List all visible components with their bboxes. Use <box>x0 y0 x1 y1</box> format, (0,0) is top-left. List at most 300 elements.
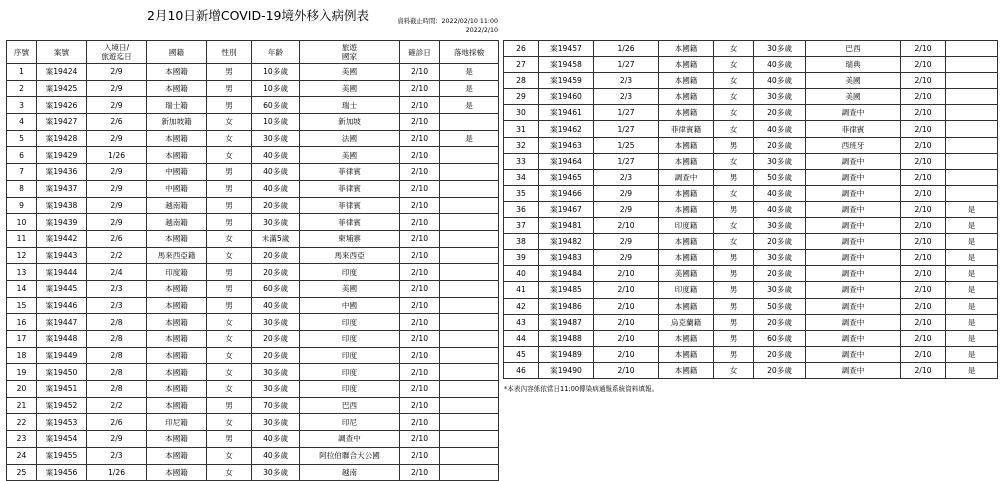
cell-gender: 女 <box>714 362 754 378</box>
table-row <box>7 114 499 131</box>
cell-landing-test: 是 <box>946 330 998 346</box>
cell-age: 60多歲 <box>252 280 300 297</box>
cell-diagnosis-date: 2/10 <box>400 64 440 81</box>
cell-entry-date: 2/10 <box>594 330 659 346</box>
cell-age: 30多歲 <box>754 41 806 57</box>
cell-diagnosis-date: 2/10 <box>400 447 440 464</box>
cell-landing-test: 是 <box>946 362 998 378</box>
table-row <box>7 147 499 164</box>
cell-seq: 31 <box>504 121 539 137</box>
cell-nationality: 本國籍 <box>147 147 207 164</box>
cell-seq: 20 <box>7 381 37 398</box>
cell-gender: 男 <box>714 282 754 298</box>
cell-age: 20多歲 <box>754 346 806 362</box>
cell-seq: 15 <box>7 297 37 314</box>
cell-gender: 男 <box>714 314 754 330</box>
cell-diagnosis-date: 2/10 <box>400 364 440 381</box>
cell-travel-country: 美國 <box>300 80 400 97</box>
cell-seq: 38 <box>504 234 539 250</box>
cell-nationality: 本國籍 <box>659 250 714 266</box>
cell-age: 50多歲 <box>754 169 806 185</box>
cell-case-number: 案19451 <box>37 381 87 398</box>
cell-age: 10多歲 <box>252 114 300 131</box>
cell-age: 30多歲 <box>252 464 300 481</box>
cell-nationality: 印度籍 <box>659 218 714 234</box>
table-row <box>504 218 998 234</box>
table-row <box>7 447 499 464</box>
table-row <box>504 362 998 378</box>
table-row <box>7 464 499 481</box>
cell-travel-country: 調查中 <box>806 346 901 362</box>
cell-case-number: 案19444 <box>37 264 87 281</box>
cell-landing-test <box>440 147 499 164</box>
table-row <box>504 105 998 121</box>
table-row <box>504 282 998 298</box>
table-row <box>7 130 499 147</box>
cell-gender: 女 <box>714 89 754 105</box>
cell-nationality: 印尼籍 <box>147 414 207 431</box>
cell-nationality: 本國籍 <box>147 464 207 481</box>
cell-diagnosis-date: 2/10 <box>901 89 946 105</box>
cell-nationality: 本國籍 <box>147 364 207 381</box>
cell-travel-country: 美國 <box>300 64 400 81</box>
cell-case-number: 案19448 <box>37 331 87 348</box>
cell-landing-test <box>440 397 499 414</box>
cell-nationality: 本國籍 <box>147 64 207 81</box>
cell-seq: 40 <box>504 266 539 282</box>
cell-diagnosis-date: 2/10 <box>400 180 440 197</box>
table-row <box>7 180 499 197</box>
cell-case-number: 案19462 <box>539 121 594 137</box>
cell-age: 40多歲 <box>252 447 300 464</box>
cell-case-number: 案19483 <box>539 250 594 266</box>
cell-gender: 男 <box>207 431 252 448</box>
cell-landing-test: 是 <box>946 282 998 298</box>
cell-age: 20多歲 <box>754 137 806 153</box>
cell-landing-test <box>440 180 499 197</box>
cell-case-number: 案19489 <box>539 346 594 362</box>
cell-travel-country: 菲律賓 <box>300 214 400 231</box>
cell-gender: 女 <box>207 247 252 264</box>
cell-nationality: 本國籍 <box>659 137 714 153</box>
cell-seq: 22 <box>7 414 37 431</box>
cell-landing-test: 是 <box>440 130 499 147</box>
cell-entry-date: 2/9 <box>87 97 147 114</box>
cell-nationality: 本國籍 <box>147 130 207 147</box>
cell-landing-test <box>440 431 499 448</box>
cell-case-number: 案19449 <box>37 347 87 364</box>
cell-landing-test <box>946 105 998 121</box>
cell-case-number: 案19488 <box>539 330 594 346</box>
table-row <box>504 57 998 73</box>
cell-nationality: 本國籍 <box>659 105 714 121</box>
cell-entry-date: 2/10 <box>594 298 659 314</box>
cell-age: 20多歲 <box>252 197 300 214</box>
cell-travel-country: 印度 <box>300 331 400 348</box>
table-row <box>7 97 499 114</box>
cell-gender: 女 <box>207 364 252 381</box>
cell-diagnosis-date: 2/10 <box>901 41 946 57</box>
cell-gender: 女 <box>207 314 252 331</box>
cell-age: 20多歲 <box>252 247 300 264</box>
cell-entry-date: 1/27 <box>594 105 659 121</box>
cell-travel-country: 印度 <box>300 381 400 398</box>
cell-nationality: 菲律賓籍 <box>659 121 714 137</box>
cell-age: 40多歲 <box>252 297 300 314</box>
cell-gender: 女 <box>714 41 754 57</box>
cell-diagnosis-date: 2/10 <box>400 214 440 231</box>
cell-case-number: 案19445 <box>37 280 87 297</box>
cell-travel-country: 調查中 <box>806 201 901 217</box>
table-row <box>504 201 998 217</box>
cell-case-number: 案19461 <box>539 105 594 121</box>
cell-diagnosis-date: 2/10 <box>901 330 946 346</box>
cell-case-number: 案19457 <box>539 41 594 57</box>
table-row <box>7 297 499 314</box>
case-table-right <box>503 40 998 379</box>
cell-nationality: 新加坡籍 <box>147 114 207 131</box>
cell-entry-date: 2/3 <box>87 280 147 297</box>
cell-nationality: 烏克蘭籍 <box>659 314 714 330</box>
cell-travel-country: 菲律賓 <box>300 164 400 181</box>
cell-entry-date: 2/10 <box>594 282 659 298</box>
cell-case-number: 案19486 <box>539 298 594 314</box>
cell-diagnosis-date: 2/10 <box>901 362 946 378</box>
cell-seq: 28 <box>504 73 539 89</box>
table-row <box>7 397 499 414</box>
cell-case-number: 案19443 <box>37 247 87 264</box>
cell-seq: 12 <box>7 247 37 264</box>
cell-seq: 44 <box>504 330 539 346</box>
cell-nationality: 本國籍 <box>659 41 714 57</box>
table-row <box>504 185 998 201</box>
cell-age: 60多歲 <box>252 97 300 114</box>
cell-seq: 23 <box>7 431 37 448</box>
cell-entry-date: 2/8 <box>87 347 147 364</box>
cell-diagnosis-date: 2/10 <box>400 347 440 364</box>
cell-gender: 女 <box>207 130 252 147</box>
cell-entry-date: 2/2 <box>87 247 147 264</box>
table-row <box>504 153 998 169</box>
cell-age: 20多歲 <box>754 314 806 330</box>
table-row <box>7 347 499 364</box>
cell-seq: 13 <box>7 264 37 281</box>
cell-case-number: 案19442 <box>37 230 87 247</box>
cell-age: 30多歲 <box>252 364 300 381</box>
cell-case-number: 案19484 <box>539 266 594 282</box>
cell-landing-test <box>440 214 499 231</box>
table-row <box>7 280 499 297</box>
cell-travel-country: 調查中 <box>806 234 901 250</box>
cell-diagnosis-date: 2/10 <box>400 80 440 97</box>
cell-age: 20多歲 <box>754 234 806 250</box>
cell-entry-date: 2/2 <box>87 397 147 414</box>
cell-seq: 2 <box>7 80 37 97</box>
cell-diagnosis-date: 2/10 <box>901 250 946 266</box>
cell-nationality: 本國籍 <box>659 330 714 346</box>
cell-seq: 25 <box>7 464 37 481</box>
table-row <box>504 73 998 89</box>
cell-age: 40多歲 <box>252 431 300 448</box>
cell-travel-country: 調查中 <box>806 105 901 121</box>
cell-case-number: 案19425 <box>37 80 87 97</box>
table-row <box>7 314 499 331</box>
cell-diagnosis-date: 2/10 <box>901 298 946 314</box>
cell-travel-country: 瑞士 <box>300 97 400 114</box>
cell-gender: 男 <box>714 266 754 282</box>
cell-entry-date: 2/8 <box>87 381 147 398</box>
cell-landing-test <box>440 164 499 181</box>
cell-seq: 21 <box>7 397 37 414</box>
cell-entry-date: 1/26 <box>594 41 659 57</box>
cell-landing-test <box>946 153 998 169</box>
cell-age: 未滿5歲 <box>252 230 300 247</box>
cell-age: 30多歲 <box>252 414 300 431</box>
cell-gender: 男 <box>714 298 754 314</box>
cell-entry-date: 2/8 <box>87 331 147 348</box>
cell-age: 30多歲 <box>754 282 806 298</box>
cell-landing-test <box>946 89 998 105</box>
case-table-left <box>6 40 499 481</box>
cell-entry-date: 2/10 <box>594 314 659 330</box>
cell-entry-date: 2/9 <box>87 80 147 97</box>
cell-nationality: 本國籍 <box>147 381 207 398</box>
cell-gender: 男 <box>207 297 252 314</box>
cell-landing-test <box>440 447 499 464</box>
cell-diagnosis-date: 2/10 <box>901 121 946 137</box>
cell-gender: 男 <box>207 197 252 214</box>
header-nationality: 國籍 <box>147 41 207 64</box>
cell-case-number: 案19460 <box>539 89 594 105</box>
header-age: 年齡 <box>252 41 300 64</box>
cell-entry-date: 2/9 <box>87 197 147 214</box>
cell-travel-country: 調查中 <box>300 431 400 448</box>
cell-gender: 男 <box>207 97 252 114</box>
cell-seq: 32 <box>504 137 539 153</box>
cell-seq: 37 <box>504 218 539 234</box>
cell-diagnosis-date: 2/10 <box>901 185 946 201</box>
cell-entry-date: 2/9 <box>594 201 659 217</box>
cell-gender: 男 <box>207 180 252 197</box>
cell-landing-test <box>946 73 998 89</box>
cell-nationality: 瑞士籍 <box>147 97 207 114</box>
cell-case-number: 案19464 <box>539 153 594 169</box>
cell-case-number: 案19467 <box>539 201 594 217</box>
cell-landing-test <box>440 381 499 398</box>
cell-gender: 女 <box>714 218 754 234</box>
cell-case-number: 案19456 <box>37 464 87 481</box>
cell-landing-test: 是 <box>946 346 998 362</box>
cell-gender: 男 <box>207 164 252 181</box>
cell-diagnosis-date: 2/10 <box>400 314 440 331</box>
cell-gender: 女 <box>207 381 252 398</box>
cell-seq: 4 <box>7 114 37 131</box>
cell-diagnosis-date: 2/10 <box>400 230 440 247</box>
cell-gender: 女 <box>207 414 252 431</box>
cell-entry-date: 2/3 <box>594 169 659 185</box>
cell-gender: 女 <box>714 234 754 250</box>
table-row <box>7 247 499 264</box>
cell-entry-date: 2/9 <box>594 185 659 201</box>
cell-landing-test: 是 <box>946 201 998 217</box>
cell-nationality: 本國籍 <box>659 73 714 89</box>
cell-seq: 6 <box>7 147 37 164</box>
cell-travel-country: 越南 <box>300 464 400 481</box>
cell-age: 30多歲 <box>252 214 300 231</box>
cell-seq: 35 <box>504 185 539 201</box>
table-row <box>504 298 998 314</box>
cell-seq: 39 <box>504 250 539 266</box>
cell-gender: 女 <box>207 230 252 247</box>
table-row <box>504 169 998 185</box>
cell-nationality: 本國籍 <box>147 314 207 331</box>
cell-travel-country: 瑞典 <box>806 57 901 73</box>
cell-travel-country: 巴西 <box>806 41 901 57</box>
table-row <box>7 331 499 348</box>
cell-gender: 男 <box>714 169 754 185</box>
cell-nationality: 本國籍 <box>659 153 714 169</box>
cell-nationality: 本國籍 <box>147 447 207 464</box>
cell-travel-country: 調查中 <box>806 330 901 346</box>
cell-entry-date: 2/3 <box>594 73 659 89</box>
cell-entry-date: 2/6 <box>87 114 147 131</box>
cell-age: 40多歲 <box>252 147 300 164</box>
cell-entry-date: 2/4 <box>87 264 147 281</box>
cell-age: 20多歲 <box>754 362 806 378</box>
cell-case-number: 案19454 <box>37 431 87 448</box>
cell-age: 30多歲 <box>754 218 806 234</box>
cell-case-number: 案19437 <box>37 180 87 197</box>
header-entry-date: 入境日/ 旅遊迄日 <box>87 41 147 64</box>
cell-nationality: 中國籍 <box>147 180 207 197</box>
cell-diagnosis-date: 2/10 <box>400 97 440 114</box>
cell-landing-test <box>440 247 499 264</box>
cell-gender: 男 <box>207 80 252 97</box>
case-rows-right <box>504 41 998 379</box>
cell-entry-date: 1/27 <box>594 121 659 137</box>
cell-seq: 41 <box>504 282 539 298</box>
cell-diagnosis-date: 2/10 <box>400 264 440 281</box>
page-title: 2月10日新增COVID-19境外移入病例表 <box>147 8 369 23</box>
cell-diagnosis-date: 2/10 <box>400 397 440 414</box>
cell-landing-test: 是 <box>946 266 998 282</box>
cell-landing-test <box>946 41 998 57</box>
cell-diagnosis-date: 2/10 <box>901 346 946 362</box>
table-row <box>7 364 499 381</box>
cell-seq: 43 <box>504 314 539 330</box>
cell-age: 30多歲 <box>754 153 806 169</box>
cell-entry-date: 2/10 <box>594 362 659 378</box>
cell-entry-date: 2/9 <box>594 234 659 250</box>
cell-travel-country: 新加坡 <box>300 114 400 131</box>
cell-entry-date: 2/3 <box>87 447 147 464</box>
data-timestamp <box>380 18 498 35</box>
cell-diagnosis-date: 2/10 <box>901 234 946 250</box>
cell-travel-country: 馬來西亞 <box>300 247 400 264</box>
table-row <box>7 230 499 247</box>
cell-landing-test <box>440 331 499 348</box>
cell-seq: 24 <box>7 447 37 464</box>
table-row <box>7 431 499 448</box>
cell-diagnosis-date: 2/10 <box>400 147 440 164</box>
cell-diagnosis-date: 2/10 <box>901 266 946 282</box>
cell-travel-country: 美國 <box>300 147 400 164</box>
cell-travel-country: 巴西 <box>300 397 400 414</box>
cell-travel-country: 印度 <box>300 264 400 281</box>
table-row <box>504 137 998 153</box>
cell-landing-test: 是 <box>946 234 998 250</box>
cell-diagnosis-date: 2/10 <box>901 314 946 330</box>
table-row <box>504 89 998 105</box>
cell-case-number: 案19426 <box>37 97 87 114</box>
cell-seq: 3 <box>7 97 37 114</box>
cell-seq: 29 <box>504 89 539 105</box>
cell-travel-country: 調查中 <box>806 298 901 314</box>
cell-case-number: 案19455 <box>37 447 87 464</box>
table-row <box>504 41 998 57</box>
cell-diagnosis-date: 2/10 <box>901 137 946 153</box>
cell-case-number: 案19436 <box>37 164 87 181</box>
cell-entry-date: 2/10 <box>594 218 659 234</box>
cell-entry-date: 2/6 <box>87 414 147 431</box>
cell-gender: 男 <box>714 201 754 217</box>
cell-seq: 45 <box>504 346 539 362</box>
cell-landing-test <box>440 314 499 331</box>
cell-case-number: 案19463 <box>539 137 594 153</box>
table-row <box>7 381 499 398</box>
cell-landing-test <box>946 121 998 137</box>
cell-case-number: 案19450 <box>37 364 87 381</box>
cell-nationality: 本國籍 <box>659 346 714 362</box>
cell-nationality: 美國籍 <box>659 266 714 282</box>
cell-travel-country: 菲律賓 <box>300 180 400 197</box>
cell-travel-country: 印度 <box>300 314 400 331</box>
cell-age: 40多歲 <box>754 73 806 89</box>
cell-diagnosis-date: 2/10 <box>400 114 440 131</box>
cell-landing-test <box>440 414 499 431</box>
cell-age: 40多歲 <box>754 185 806 201</box>
cell-gender: 男 <box>207 64 252 81</box>
cell-landing-test <box>440 197 499 214</box>
cell-entry-date: 1/27 <box>594 57 659 73</box>
cell-seq: 1 <box>7 64 37 81</box>
table-row <box>504 234 998 250</box>
cell-case-number: 案19427 <box>37 114 87 131</box>
cell-travel-country: 阿拉伯聯合大公國 <box>300 447 400 464</box>
cell-diagnosis-date: 2/10 <box>400 431 440 448</box>
cell-travel-country: 調查中 <box>806 250 901 266</box>
cell-diagnosis-date: 2/10 <box>400 331 440 348</box>
cell-entry-date: 2/8 <box>87 364 147 381</box>
cell-gender: 女 <box>714 153 754 169</box>
cell-landing-test <box>946 57 998 73</box>
cell-diagnosis-date: 2/10 <box>400 247 440 264</box>
cell-entry-date: 2/10 <box>594 266 659 282</box>
cell-diagnosis-date: 2/10 <box>901 105 946 121</box>
cell-diagnosis-date: 2/10 <box>400 280 440 297</box>
cell-travel-country: 印度 <box>300 364 400 381</box>
cell-nationality: 本國籍 <box>147 431 207 448</box>
cell-seq: 46 <box>504 362 539 378</box>
cell-case-number: 案19429 <box>37 147 87 164</box>
cell-case-number: 案19487 <box>539 314 594 330</box>
cell-case-number: 案19481 <box>539 218 594 234</box>
cell-age: 60多歲 <box>754 330 806 346</box>
cell-entry-date: 1/27 <box>594 153 659 169</box>
cell-nationality: 本國籍 <box>659 89 714 105</box>
cell-entry-date: 2/9 <box>87 64 147 81</box>
cell-gender: 男 <box>207 280 252 297</box>
